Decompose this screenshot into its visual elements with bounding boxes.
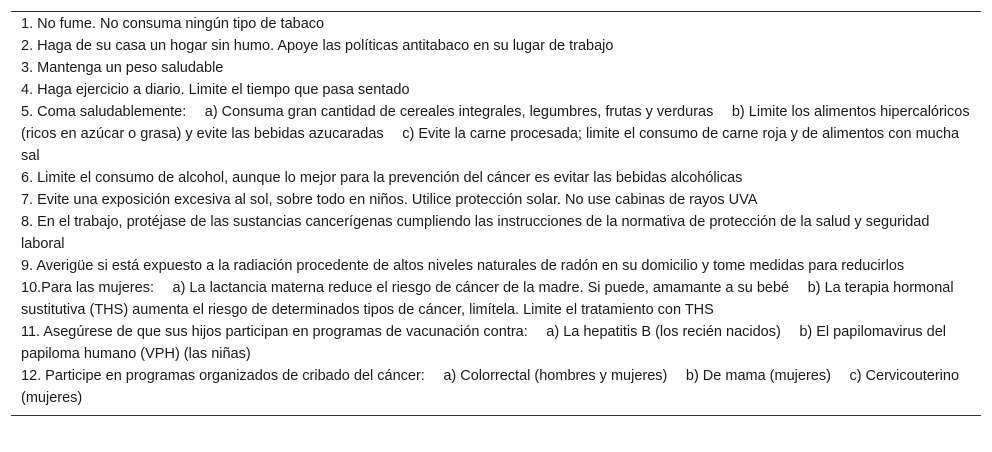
recommendation-cell: 6. Limite el consumo de alcohol, aunque lo mejor para la prevención del cáncer es evitar las bebidas alcohólicas [21,170,743,186]
table-row [11,189,981,211]
recommendations-table [11,12,981,415]
recommendation-cell: 5. Coma saludablemente: a) Consuma gran cantidad de cereales integrales, legumbres, frutas y verduras b) Limite los alimentos hipercalóricos (ricos en azúcar o grasa) y evite las bebidas azucaradas c) Evite la carne procesada; limite el consumo de carne roja y de alimentos con mucha sal [21,104,970,164]
recommendation-cell: 12. Participe en programas organizados de cribado del cáncer: a) Colorrectal (hombres y mujeres) b) De mama (mujeres) c) Cervicouterino (mujeres) [21,368,960,406]
table-row [11,365,981,415]
table-row [11,12,981,35]
table-row [11,167,981,189]
recommendation-cell: 11. Asegúrese de que sus hijos participan en programas de vacunación contra: a) La hepatitis B (los recién nacidos) b) El papilomavirus del papiloma humano (VPH) (las niñas) [21,324,947,362]
table-row [11,35,981,57]
recommendation-cell: 4. Haga ejercicio a diario. Limite el tiempo que pasa sentado [21,82,410,98]
table-row [11,211,981,255]
table-row [11,101,981,167]
table-row [11,255,981,277]
recommendation-cell: 1. No fume. No consuma ningún tipo de tabaco [21,16,325,32]
recommendations-table-wrapper [11,11,981,416]
recommendation-cell: 7. Evite una exposición excesiva al sol, sobre todo en niños. Utilice protección solar. No use cabinas de rayos UVA [21,192,758,208]
recommendation-cell: 2. Haga de su casa un hogar sin humo. Apoye las políticas antitabaco en su lugar de trabajo [21,38,614,54]
table-row [11,57,981,79]
table-row [11,277,981,321]
table-row [11,79,981,101]
recommendation-cell: 10.Para las mujeres: a) La lactancia materna reduce el riesgo de cáncer de la madre. Si puede, amamante a su bebé b) La terapia hormonal sustitutiva (THS) aumenta el riesgo de determinados tipos de cáncer, limítela. Limite el tratamiento con THS [21,280,954,318]
recommendation-cell: 9. Averigüe si está expuesto a la radiación procedente de altos niveles naturales de radón en su domicilio y tome medidas para reducirlos [21,258,905,274]
recommendation-cell: 8. En el trabajo, protéjase de las sustancias cancerígenas cumpliendo las instrucciones de la normativa de protección de la salud y seguridad laboral [21,214,930,252]
recommendation-cell: 3. Mantenga un peso saludable [21,60,224,76]
table-row [11,321,981,365]
